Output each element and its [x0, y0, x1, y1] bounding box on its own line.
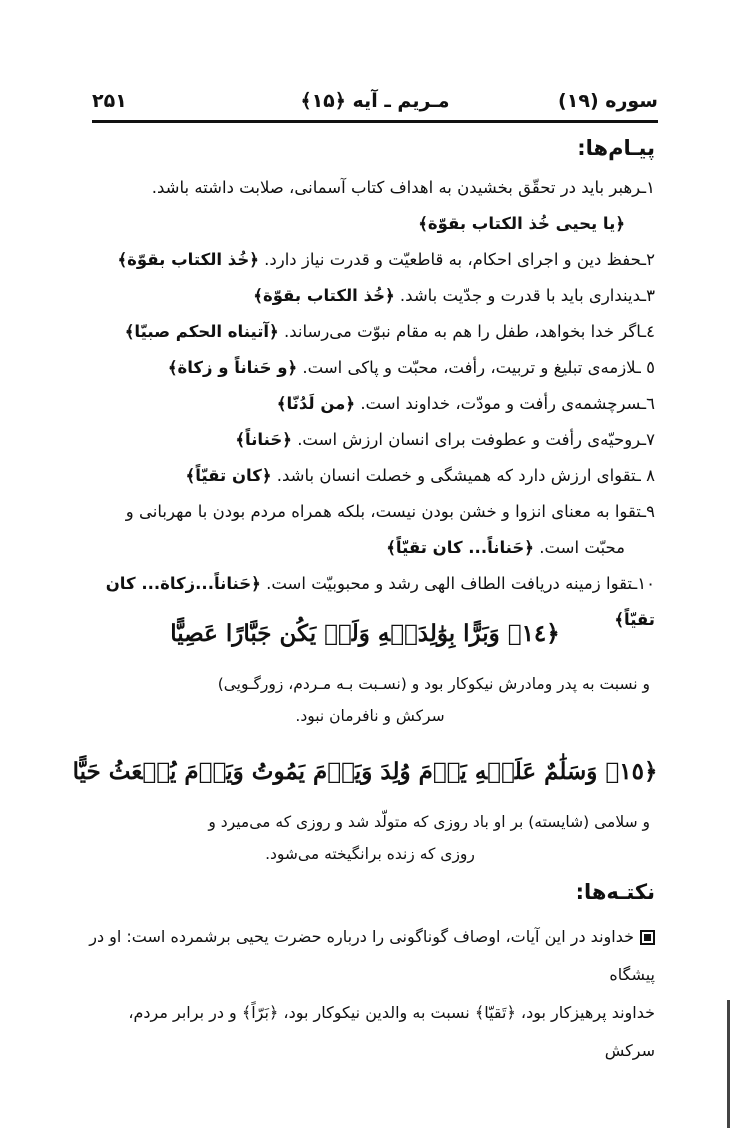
- messages-list: [80, 170, 655, 638]
- message-number: ۹ـ: [641, 502, 655, 521]
- messages-heading: پيـام‌ها:: [577, 136, 655, 160]
- note-text: خداوند در اين آيات، اوصاف گوناگونى را درباره حضرت يحيى برشمرده است: او در پيشگاه: [89, 927, 655, 984]
- message-quote: ﴿حَناناً... كان تقيّاً﴾: [386, 538, 534, 557]
- message-text: تقوا زمينه دريافت الطاف الهى رشد و محبوبيّت است.: [266, 574, 633, 593]
- message-item: [80, 350, 655, 386]
- notes-heading: نكتـه‌ها:: [575, 880, 655, 904]
- message-item: [80, 170, 655, 242]
- message-text: اگر خدا بخواهد، طفل را هم به مقام نبوّت مى‌رساند.: [283, 322, 642, 341]
- message-number: ۲ـ: [641, 250, 655, 269]
- message-item: [80, 494, 655, 566]
- message-quote: ﴿كان تقيّاً﴾: [185, 466, 272, 485]
- message-quote: ﴿حَناناً﴾: [235, 430, 292, 449]
- message-item: [80, 314, 655, 350]
- sura-label: سوره (۱۹): [558, 90, 658, 112]
- message-number: ۱۰ـ: [632, 574, 655, 593]
- translation-line: و سلامى (شايسته) بر او باد روزى كه متولّد شد و روزى كه مى‌ميرد و: [208, 813, 650, 831]
- message-quote: ﴿من لَدُنّا﴾: [276, 394, 356, 413]
- message-item: [80, 458, 655, 494]
- page-number: ۲۵۱: [92, 90, 127, 112]
- message-text: تقواى ارزش دارد كه هميشگى و خصلت انسان باشد.: [276, 466, 637, 485]
- header-rule: [92, 120, 658, 123]
- notes-body: [80, 918, 655, 1070]
- message-quote: ﴿يا يحيى خُذ الكتاب بقوّة﴾: [418, 214, 625, 233]
- verse-reference: مـريم ـ آيه ﴿۱۵﴾: [300, 90, 450, 112]
- note-line: [80, 918, 655, 994]
- message-number: ۳ـ: [641, 286, 655, 305]
- message-text: روحيّه‌ى رأفت و عطوفت براى انسان ارزش است.: [297, 430, 642, 449]
- translation-line: روزى كه زنده برانگيخته مى‌شود.: [265, 845, 475, 863]
- message-number: ۱ـ: [641, 178, 655, 197]
- translation-line: و نسبت به پدر ومادرش نيكوكار بود و (نسـبت بـه مـردم، زورگـويى): [217, 675, 650, 693]
- message-text: رهبر بايد در تحقّق بخشيدن به اهداف كتاب آسمانى، صلابت داشته باشد.: [151, 178, 642, 197]
- message-item: [80, 386, 655, 422]
- message-quote: ﴿و حَناناً و زكاة﴾: [167, 358, 298, 377]
- message-number: ۸ ـ: [636, 466, 655, 485]
- verse-14-arabic: ﴿۱٤﴾ وَبَرًّا بِوَٰلِدَيۡهِ وَلَمۡ يَكُن جَبَّارًا عَصِيًّا: [170, 620, 560, 647]
- note-text: خداوند پرهيزكار بود، ﴿تَقيّا﴾ نسبت به والدين نيكوكار بود، ﴿بَرّاً﴾ و در برابر مردم، سركش: [128, 1003, 655, 1060]
- square-bullet-icon: [640, 930, 655, 945]
- message-item: [80, 422, 655, 458]
- message-text: لازمه‌ى تبليغ و تربيت، رأفت، محبّت و پاكى است.: [302, 358, 637, 377]
- message-text: حفظ دين و اجراى احكام، به قاطعيّت و قدرت نياز دارد.: [264, 250, 642, 269]
- verse-14-translation: [90, 668, 650, 732]
- note-line: [80, 994, 655, 1070]
- message-number: ٤ـ: [641, 322, 655, 341]
- message-text: سرچشمه‌ى رأفت و مودّت، خداوند است.: [360, 394, 642, 413]
- verse-15-translation: [90, 806, 650, 870]
- message-number: ٥ ـ: [636, 358, 655, 377]
- running-header: [92, 90, 658, 118]
- message-quote: ﴿خُذ الكتاب بقوّة﴾: [253, 286, 395, 305]
- message-continuation: محبّت است.: [539, 538, 625, 557]
- message-text: تقوا به معناى انزوا و خشن بودن نيست، بلكه همراه مردم بودن با مهربانى و: [125, 502, 642, 521]
- message-item: [80, 278, 655, 314]
- message-text: ديندارى بايد با قدرت و جدّيت باشد.: [399, 286, 642, 305]
- message-quote: ﴿آتيناه الحكم صبيّا﴾: [124, 322, 279, 341]
- message-quote: ﴿حَناناً...زكاة... كان تقيّاً﴾: [105, 574, 655, 629]
- message-number: ۷ـ: [641, 430, 655, 449]
- message-number: ٦ـ: [641, 394, 655, 413]
- message-quote: ﴿خُذ الكتاب بقوّة﴾: [117, 250, 259, 269]
- verse-15-arabic: ﴿۱٥﴾ وَسَلَٰمٌ عَلَيۡهِ يَوۡمَ وُلِدَ وَيَوۡمَ يَمُوتُ وَيَوۡمَ يُبۡعَثُ حَيًّا: [72, 758, 658, 785]
- translation-line: سركش و نافرمان نبود.: [295, 707, 445, 725]
- message-item: [80, 242, 655, 278]
